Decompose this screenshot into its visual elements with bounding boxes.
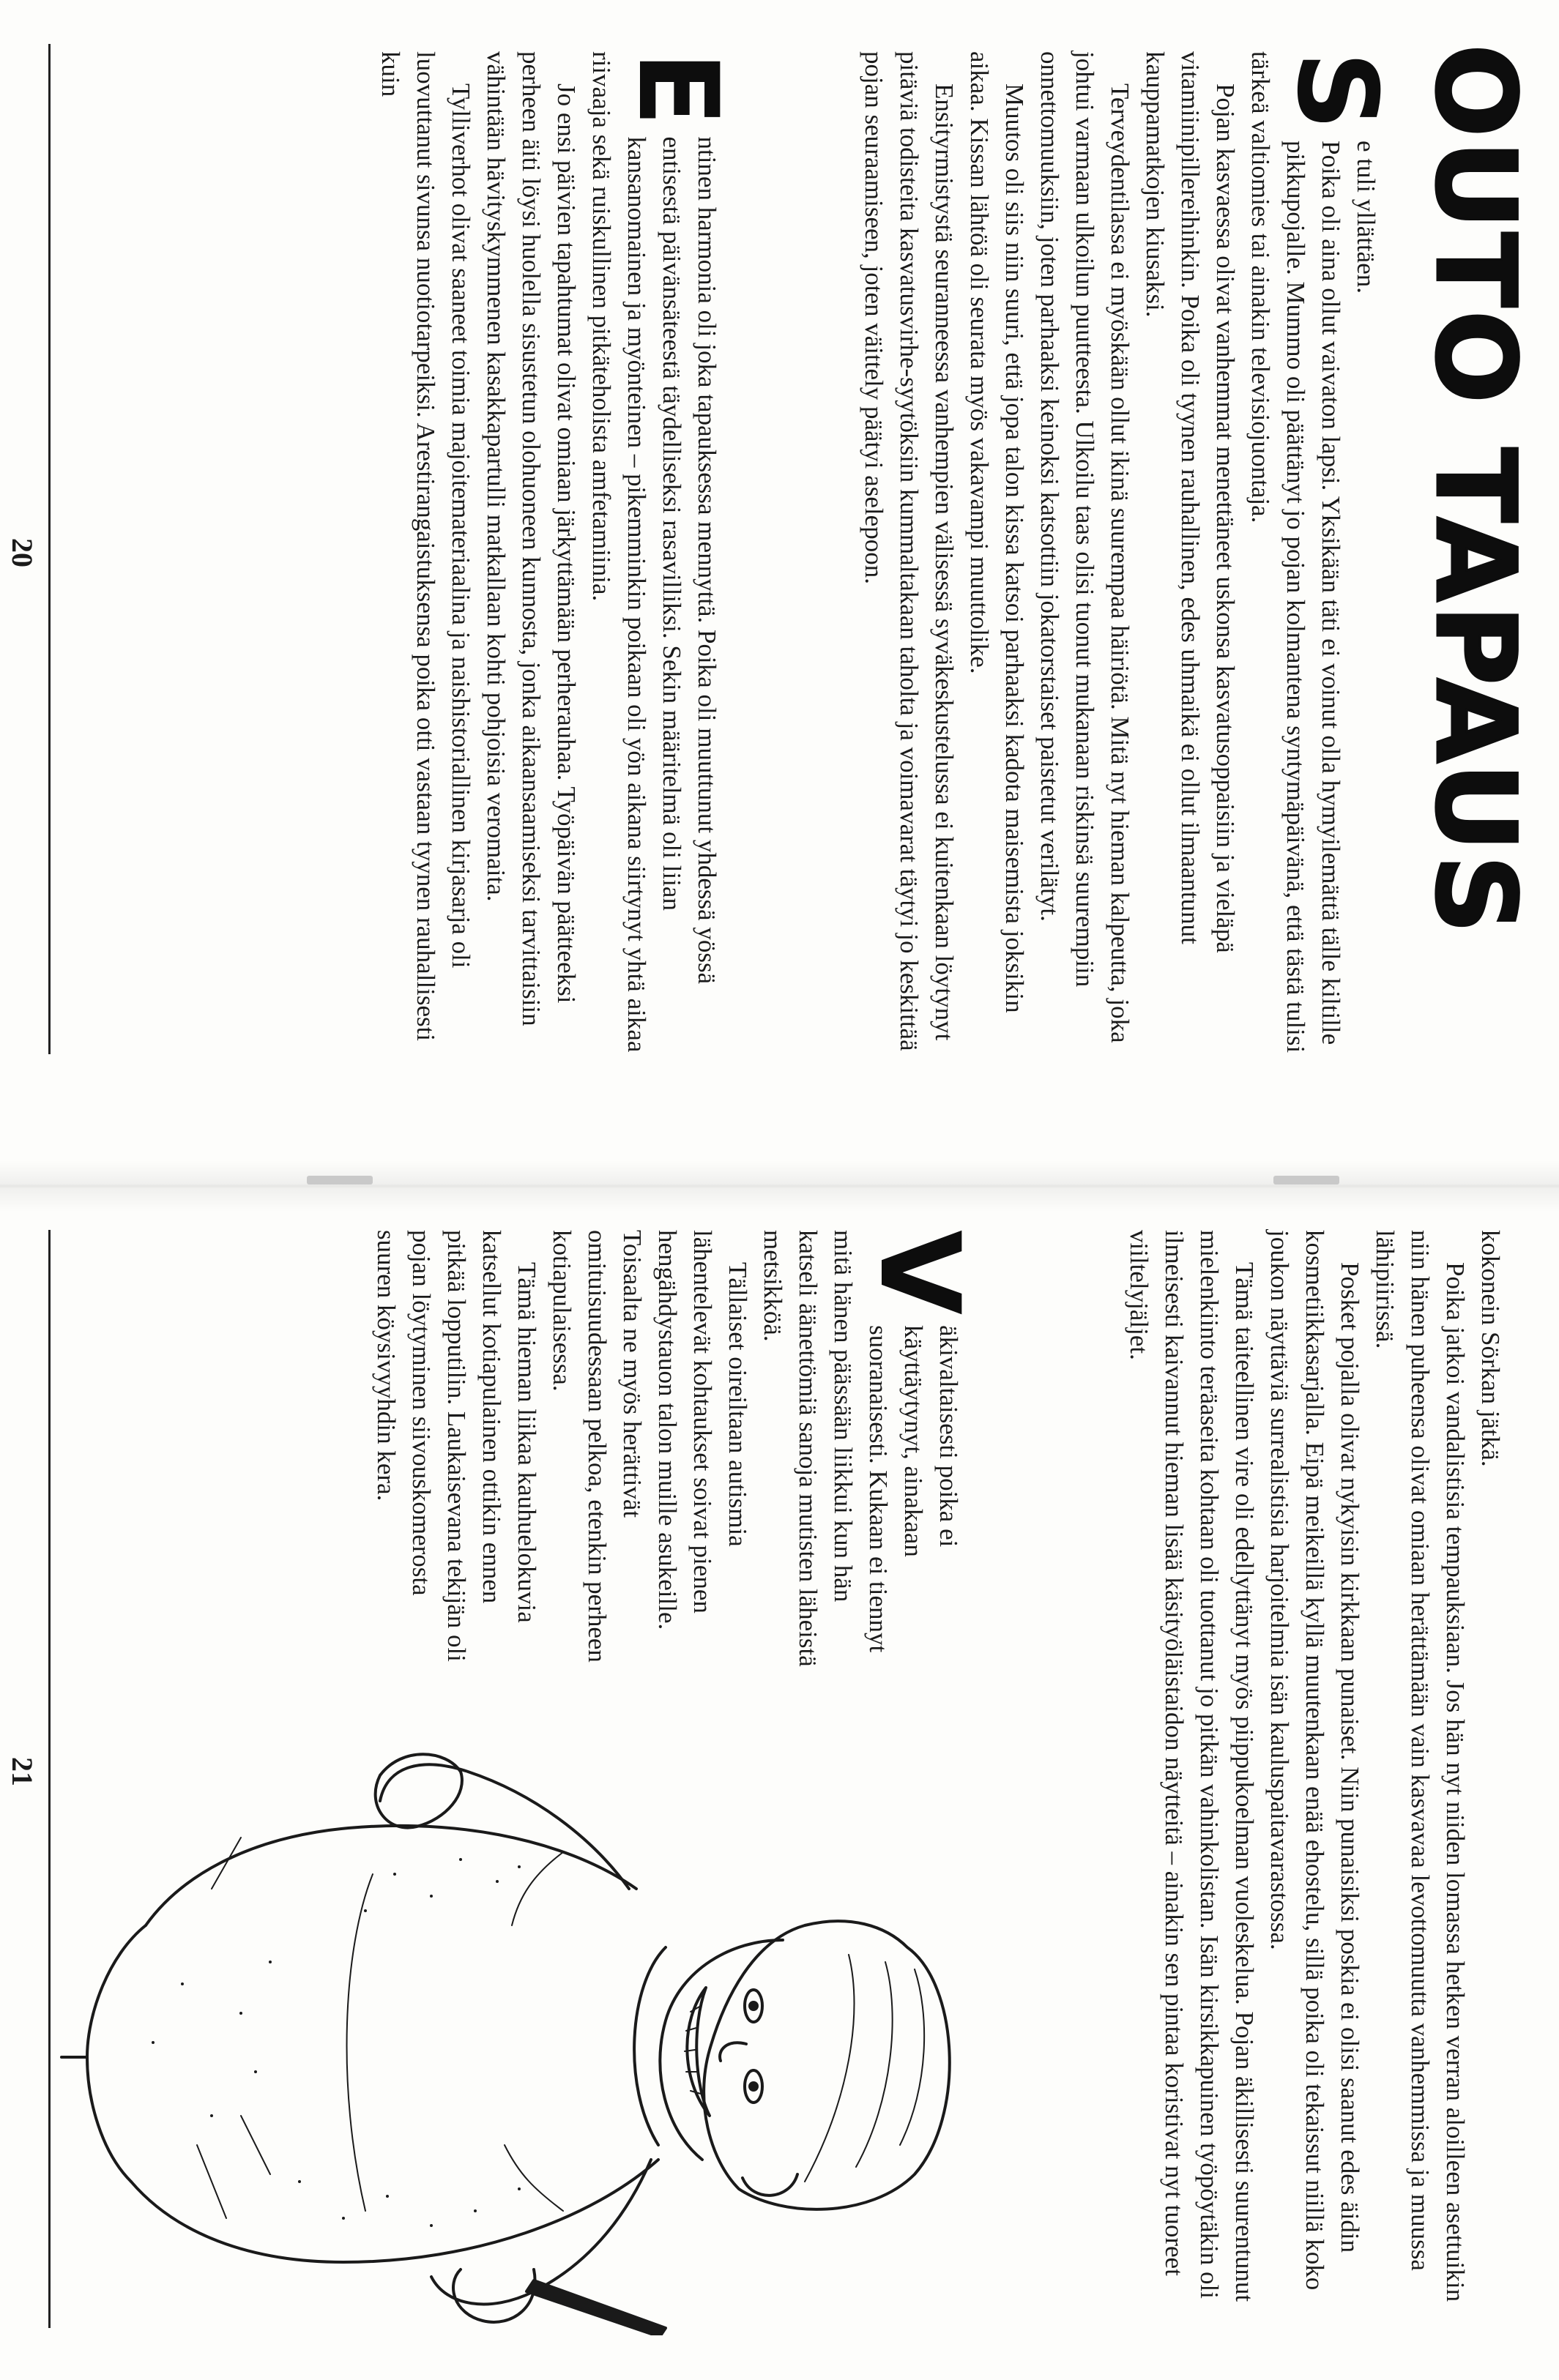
sleeve-folds: [347, 1852, 563, 2211]
body-outline: [131, 1826, 658, 2262]
dropcap-s: S: [1273, 51, 1400, 131]
section-2-text: [373, 51, 741, 1062]
dropcap-e: E: [614, 51, 741, 127]
scribble-lines: [197, 1838, 270, 2218]
paragraph: Tylliverhot olivat saaneet toimia majoitemateriaalina ja naishistoriallinen kirjasarja oli luovuttanut sivunsa nuotiotarpeiksi. Arestirangaistuksensa poika otti vastaan tyynen rauhallisesti kuin: [376, 51, 475, 1042]
nose: [720, 2043, 746, 2061]
page-21: [0, 1201, 1559, 2380]
boy-illustration: [58, 1706, 973, 2335]
ear: [743, 2174, 797, 2196]
knife-blade: [527, 2280, 666, 2335]
paragraph: Muutos oli siis niin suuri, että jopa talon kissa katsoi parhaaksi kadota maisemista joksikin aikaa. Kissan lähtöä oli seurata myös vakavampi muuttolike.: [965, 51, 1029, 1013]
section-3-first-lines: äkivaltaisesti poika ei käyttäytynyt, ainakaan suoranaisesti. Kukaan ei tiennyt mitä hänen päässään liikkui kun hän katseli äänettömiä sanoja mutisten läheistä metsikköä.: [759, 1230, 963, 1667]
paragraph: Jo ensi päivien tapahtumat olivat omiaan järkyttämään perherauhaa. Työpäivän päätteeksi perheen äiti löysi huolella sisustetun olohuoneen kunnosta, jonka aikaansaamiseksi tarvittaisiin vähintään hävityskymmenen kasakkapartulli matkallaan kohti pohjoisia veromaita.: [482, 51, 581, 1026]
paragraph: Tämä taiteellinen vire oli edellyttänyt myös piippukoelman vuoleskelua. Pojan äkillisesti suurentunut mielenkiinto teräaseita kohtaan oli tuottanut jo pitkän vahinkolistan. Isän kirsikkapuinen työpöytäkin oli ilmeisesti kaivannut hieman lisää käsityöläistaidon näytteitä – ainakin sen pintaa koristivat nyt tuoreet viiltelyjäljet.: [1125, 1230, 1259, 2302]
paragraph: Posket pojalla olivat nykyisin kirkkaan punaiset. Niin punaisiksi poskia ei olisi saanut edes äidin kosmetiikkasarjalla. Eipä meikeillä kyllä muutenkaan enää ehostelu, sillä poika oli tekaissut niillä koko joukon näyttäviä surrealistisia harjoitelmia isän kauluspaitavarastossa.: [1265, 1230, 1364, 2291]
section-2-first-lines: ntinen harmonia oli joka tapauksessa mennyttä. Poika oli muuttunut yhdessä yössä entisestä päivänsäteestä täydelliseksi rasavilliksi. Sekin määritelmä oli liian kansanomainen ja myönteinen – pikemminkin poikaan oli yön aikana siirtynyt yhtä aikaa riivaaja sekä ruiskullinen pitkäteholista amfetamiinia.: [587, 51, 721, 1053]
paragraph: kokonein Sörkan jätkä.: [1476, 1230, 1505, 1467]
paragraph: Terveydentilassa ei myöskään ollut ikinä suurempaa häiriötä. Mitä nyt hieman kalpeutta, joka johtui varmaan ulkoilun puutteesta. Ulkoilu taas olisi tuonut mukanaan riskinsä suurempiin onnettomuuksiin, joten parhaaksi keinoksi katsottiin jokatorstaiset paistetut verilätyt.: [1035, 51, 1134, 1043]
article-title: OUTO TAPAUS: [1411, 44, 1538, 937]
paragraph: Poika jatkoi vandalistisia tempauksiaan. Jos hän nyt niiden lomassa hetken verran aloilleen asettuikin niin hänen puheensa olivat omiaan herättämään vain kasvavaa levottomuutta vanhemmissa ja muussa lähipiirissä.: [1371, 1230, 1470, 2302]
paragraph: Tämä hieman liikaa kauhuelokuvia katsellut kotiapulainen ottikin ennen pitkää lopputilin. Laukaisevana tekijän oli pojan löytyminen siivouskomerosta suuren köysivyyhdin kera.: [372, 1230, 541, 1662]
footer-rule: [48, 44, 51, 1054]
hair-strands: [805, 1955, 924, 2182]
paragraph: Poika oli aina ollut vaivaton lapsi. Yksikään täti ei voinut olla hymyilemättä tälle kiltille pikkupojalle. Mummo oli päättänyt jo pojan kolmantena syntymäpäivänä, että tästä tulisi tärkeä valtiomies tai ainakin televisiojuontaja.: [1246, 51, 1345, 1053]
dropcap-v: V: [855, 1230, 983, 1316]
page-number-21: 21: [6, 1757, 39, 1786]
section-1-first-line: e tuli yllättäen.: [1352, 141, 1380, 294]
section-1-text: [856, 51, 1400, 1062]
page-number-20: 20: [6, 538, 39, 567]
top-text: [1121, 1230, 1508, 2313]
footer-rule: [48, 1230, 51, 2328]
paragraph: Pojan kasvaessa olivat vanhemmat menettäneet uskonsa kasvatusoppaisiin ja vieläpä vitamiinipillereihinkin. Poika oli tyynen rauhallinen, edes uhmaikä ei ollut ilmaantunut kauppamatkojen kiusaksi.: [1141, 51, 1240, 953]
pupil-left: [750, 2002, 757, 2010]
pupil-right: [750, 2083, 757, 2090]
page-20: [0, 0, 1559, 1179]
legs: [62, 1925, 146, 2182]
paragraph: Ensityrmistystä seuranneessa vanhempien välisessä syväkeskustelussa ei kuitenkaan löytynyt pitäviä todisteita kasvatusvirhe-syytöksiin kummaltakaan taholta ja voimavarat täytyi jo keskittää pojan seuraamiseen, joten väittely päätyi aselepoon.: [860, 51, 959, 1051]
hair-outline: [704, 1921, 950, 2209]
paragraph: Tällaiset oireiltaan autismia lähentelevät kohtaukset soivat pienen hengähdystauon talon muille asukeille. Toisaalta ne myös herättivät omituisuudessaan pelkoa, etenkin perheen kotiapulaisessa.: [548, 1230, 752, 1663]
section-3-text: [368, 1230, 983, 1669]
